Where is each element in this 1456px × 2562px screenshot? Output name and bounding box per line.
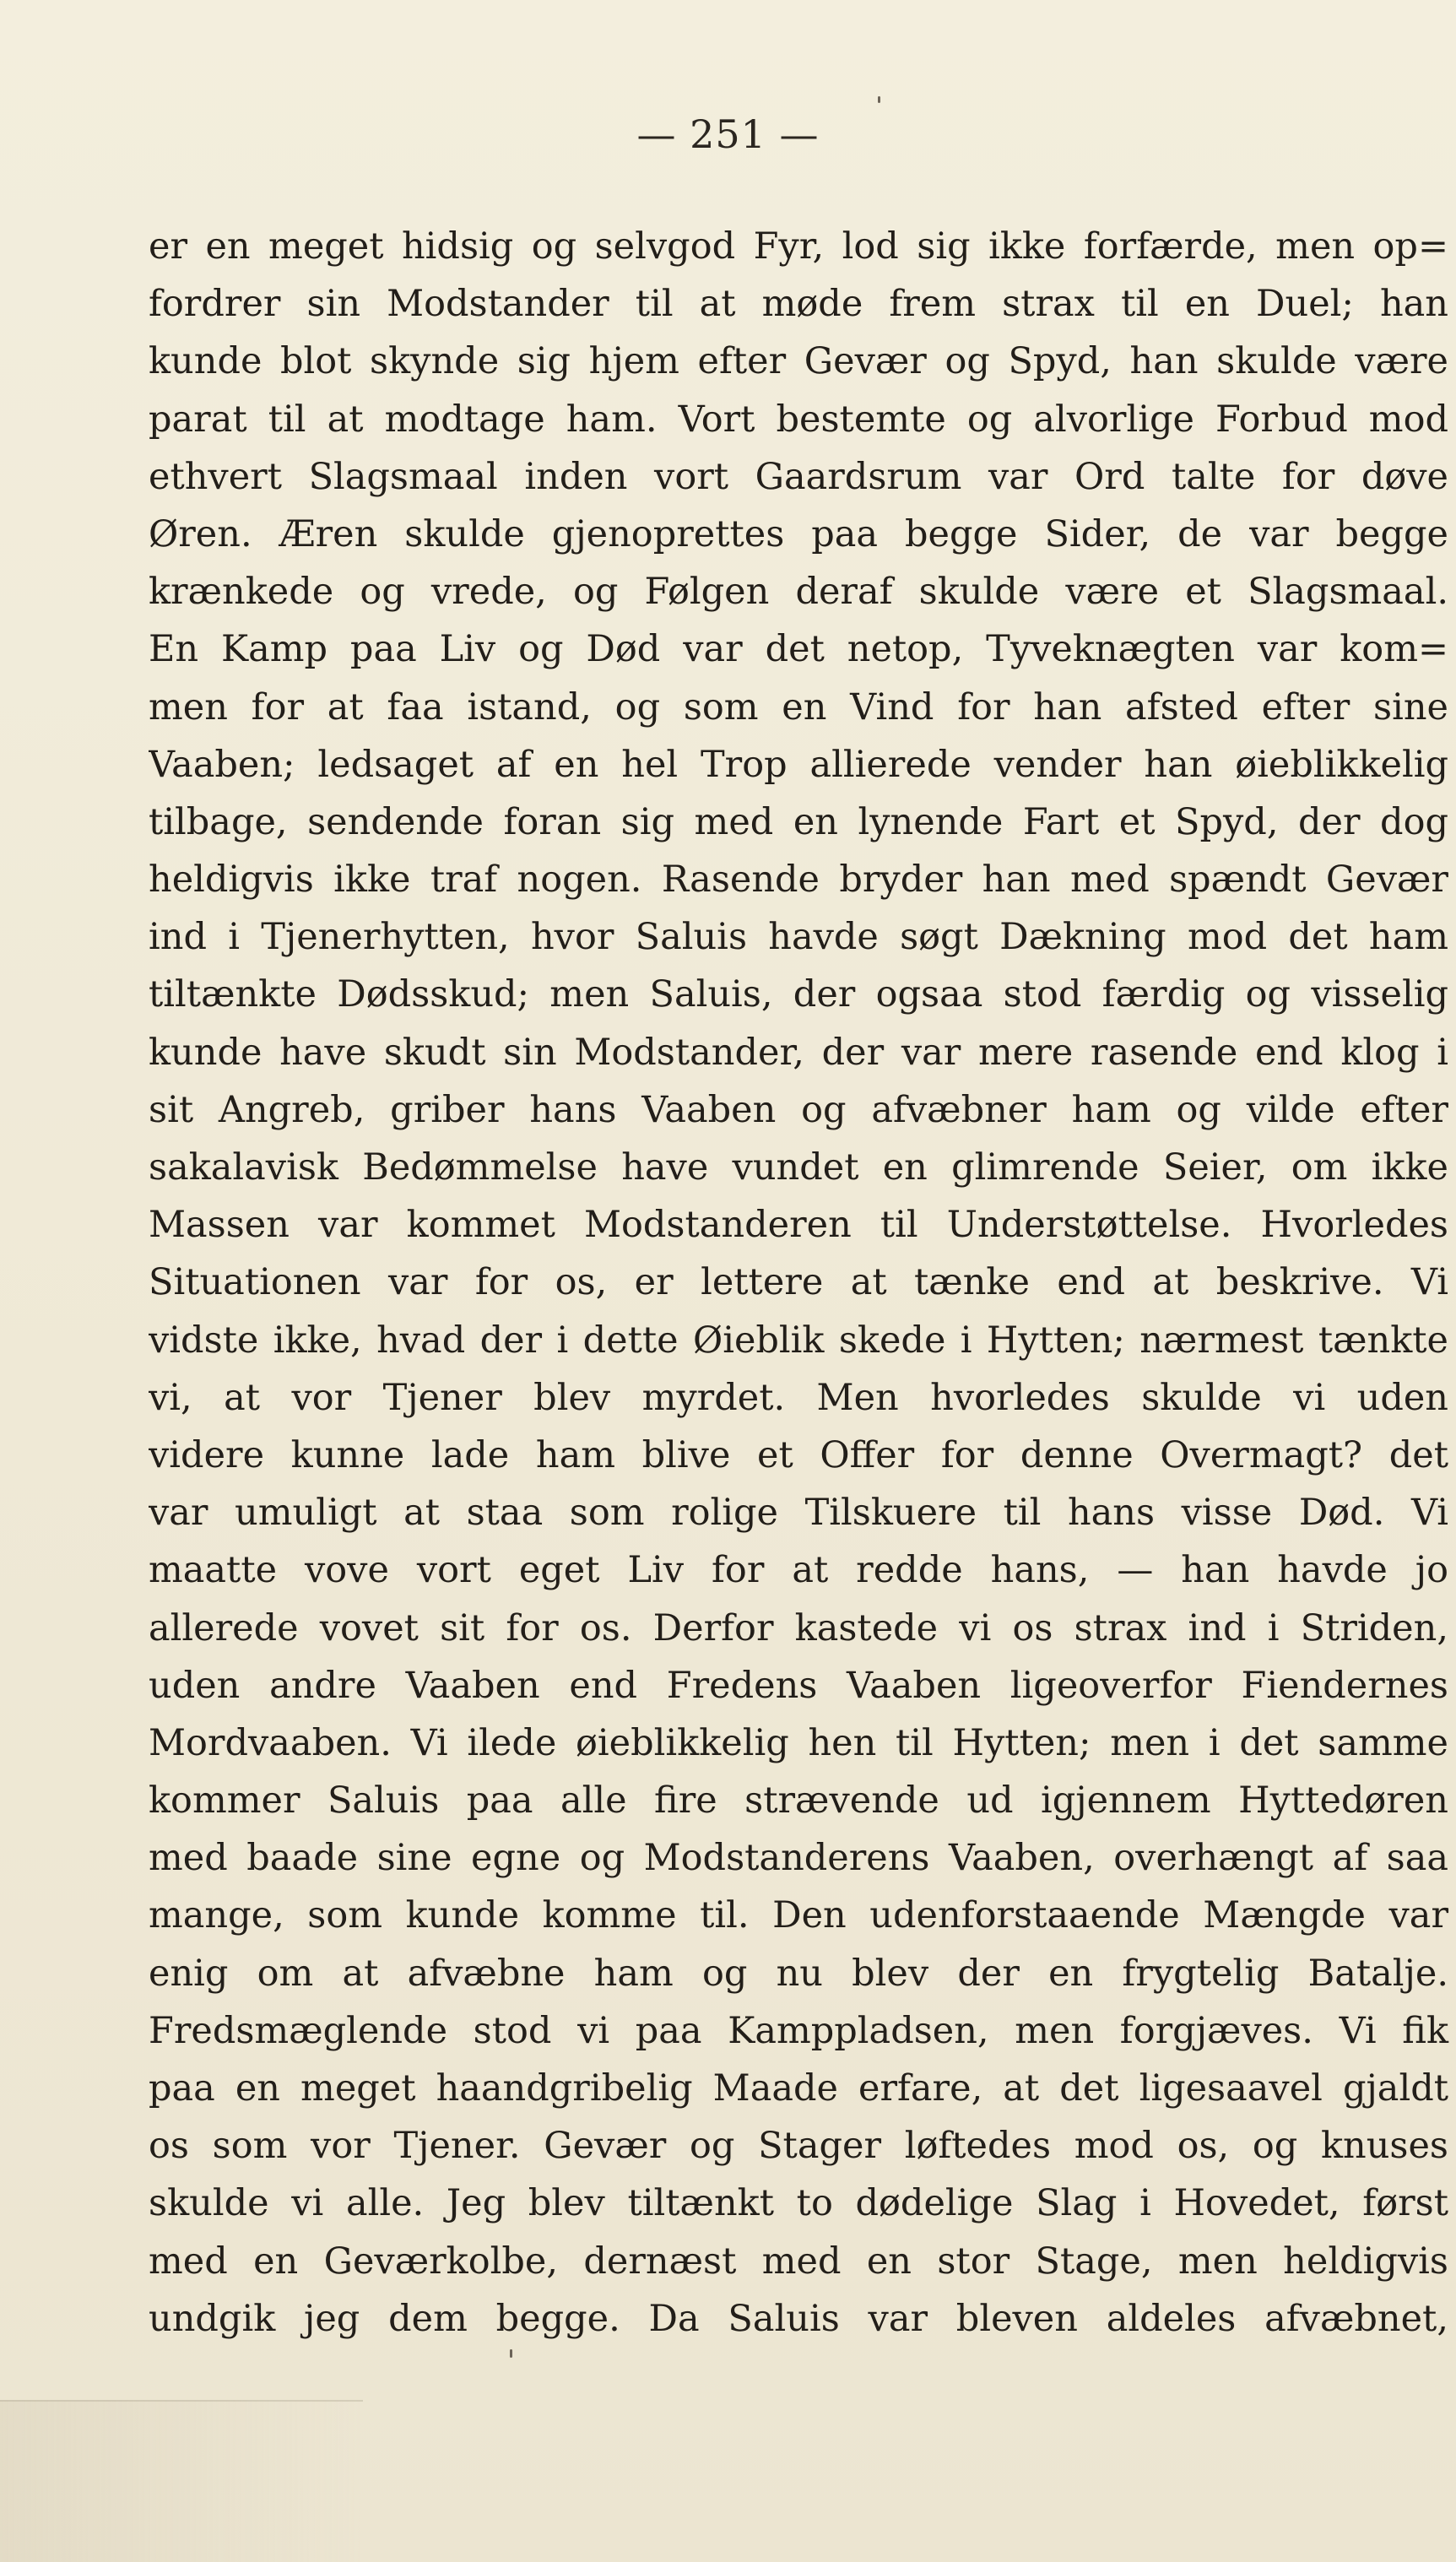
text-line: enig om at afvæbne ham og nu blev der en frygtelig Batalje.: [149, 1952, 1448, 1995]
text-line: Øren. Æren skulde gjenoprettes paa begge Sider, de var begge: [149, 512, 1448, 555]
text-line: Situationen var for os, er lettere at tænke end at beskrive. Vi: [149, 1261, 1448, 1304]
text-line: ethvert Slagsmaal inden vort Gaardsrum var Ord talte for døve: [149, 455, 1448, 498]
body-text: [149, 218, 1455, 2348]
text-line: uden andre Vaaben end Fredens Vaaben ligeoverfor Fiendernes: [149, 1664, 1448, 1707]
text-line: mange, som kunde komme til. Den udenforstaaende Mængde var: [149, 1894, 1448, 1937]
text-line: tiltænkte Dødsskud; men Saluis, der ogsaa stod færdig og visselig: [149, 973, 1448, 1016]
text-line: ind i Tjenerhytten, hvor Saluis havde søgt Dækning mod det ham: [149, 916, 1448, 959]
text-line: os som vor Tjener. Gevær og Stager løftedes mod os, og knuses: [149, 2125, 1448, 2168]
text-line: krænkede og vrede, og Følgen deraf skulde være et Slagsmaal.: [149, 571, 1448, 614]
text-line: allerede vovet sit for os. Derfor kastede vi os strax ind i Striden,: [149, 1606, 1448, 1649]
text-line: var umuligt at staa som rolige Tilskuere til hans visse Død. Vi: [149, 1492, 1448, 1535]
text-line: tilbage, sendende foran sig med en lynende Fart et Spyd, der dog: [149, 800, 1448, 843]
text-line: undgik jeg dem begge. Da Saluis var bleven aldeles afvæbnet,: [149, 2297, 1448, 2340]
text-line: kunde blot skynde sig hjem efter Gevær og Spyd, han skulde være: [149, 340, 1448, 383]
text-line: men for at faa istand, og som en Vind for han afsted efter sine: [149, 685, 1448, 729]
page-number: — 251 —: [636, 111, 820, 157]
paper-edge-stain: [0, 2400, 363, 2562]
text-line: Mordvaaben. Vi ilede øieblikkelig hen til Hytten; men i det samme: [149, 1721, 1448, 1764]
speck-mark: [510, 2349, 512, 2358]
text-line: videre kunne lade ham blive et Offer for denne Overmagt? det: [149, 1433, 1448, 1476]
text-line: maatte vove vort eget Liv for at redde hans, — han havde jo: [149, 1549, 1448, 1592]
text-line: Massen var kommet Modstanderen til Understøttelse. Hvorledes: [149, 1204, 1448, 1247]
text-line: vi, at vor Tjener blev myrdet. Men hvorledes skulde vi uden: [149, 1376, 1448, 1419]
text-line: er en meget hidsig og selvgod Fyr, lod sig ikke forfærde, men op=: [149, 225, 1448, 268]
text-line: paa en meget haandgribelig Maade erfare, at det ligesaavel gjaldt: [149, 2067, 1448, 2110]
text-line: fordrer sin Modstander til at møde frem strax til en Duel; han: [149, 283, 1448, 326]
text-line: kunde have skudt sin Modstander, der var mere rasende end klog i: [149, 1031, 1448, 1074]
text-line: med en Geværkolbe, dernæst med en stor Stage, men heldigvis: [149, 2240, 1448, 2283]
text-line: En Kamp paa Liv og Død var det netop, Tyveknægten var kom=: [149, 628, 1448, 671]
text-line: heldigvis ikke traf nogen. Rasende bryder han med spændt Gevær: [149, 859, 1448, 902]
text-line: Vaaben; ledsaget af en hel Trop allierede vender han øieblikkelig: [149, 743, 1448, 786]
text-line: vidste ikke, hvad der i dette Øieblik skede i Hytten; nærmest tænkte: [149, 1319, 1448, 1362]
text-line: med baade sine egne og Modstanderens Vaaben, overhængt af saa: [149, 1837, 1448, 1880]
text-line: skulde vi alle. Jeg blev tiltænkt to dødelige Slag i Hovedet, først: [149, 2182, 1448, 2225]
speck-mark: [878, 96, 880, 103]
text-line: sakalavisk Bedømmelse have vundet en glimrende Seier, om ikke: [149, 1146, 1448, 1189]
text-line: kommer Saluis paa alle fire strævende ud igjennem Hyttedøren: [149, 1779, 1448, 1823]
text-line: Fredsmæglende stod vi paa Kamppladsen, men forgjæves. Vi fik: [149, 2009, 1448, 2052]
text-line: parat til at modtage ham. Vort bestemte og alvorlige Forbud mod: [149, 398, 1448, 441]
text-line: sit Angreb, griber hans Vaaben og afvæbner ham og vilde efter: [149, 1088, 1448, 1131]
